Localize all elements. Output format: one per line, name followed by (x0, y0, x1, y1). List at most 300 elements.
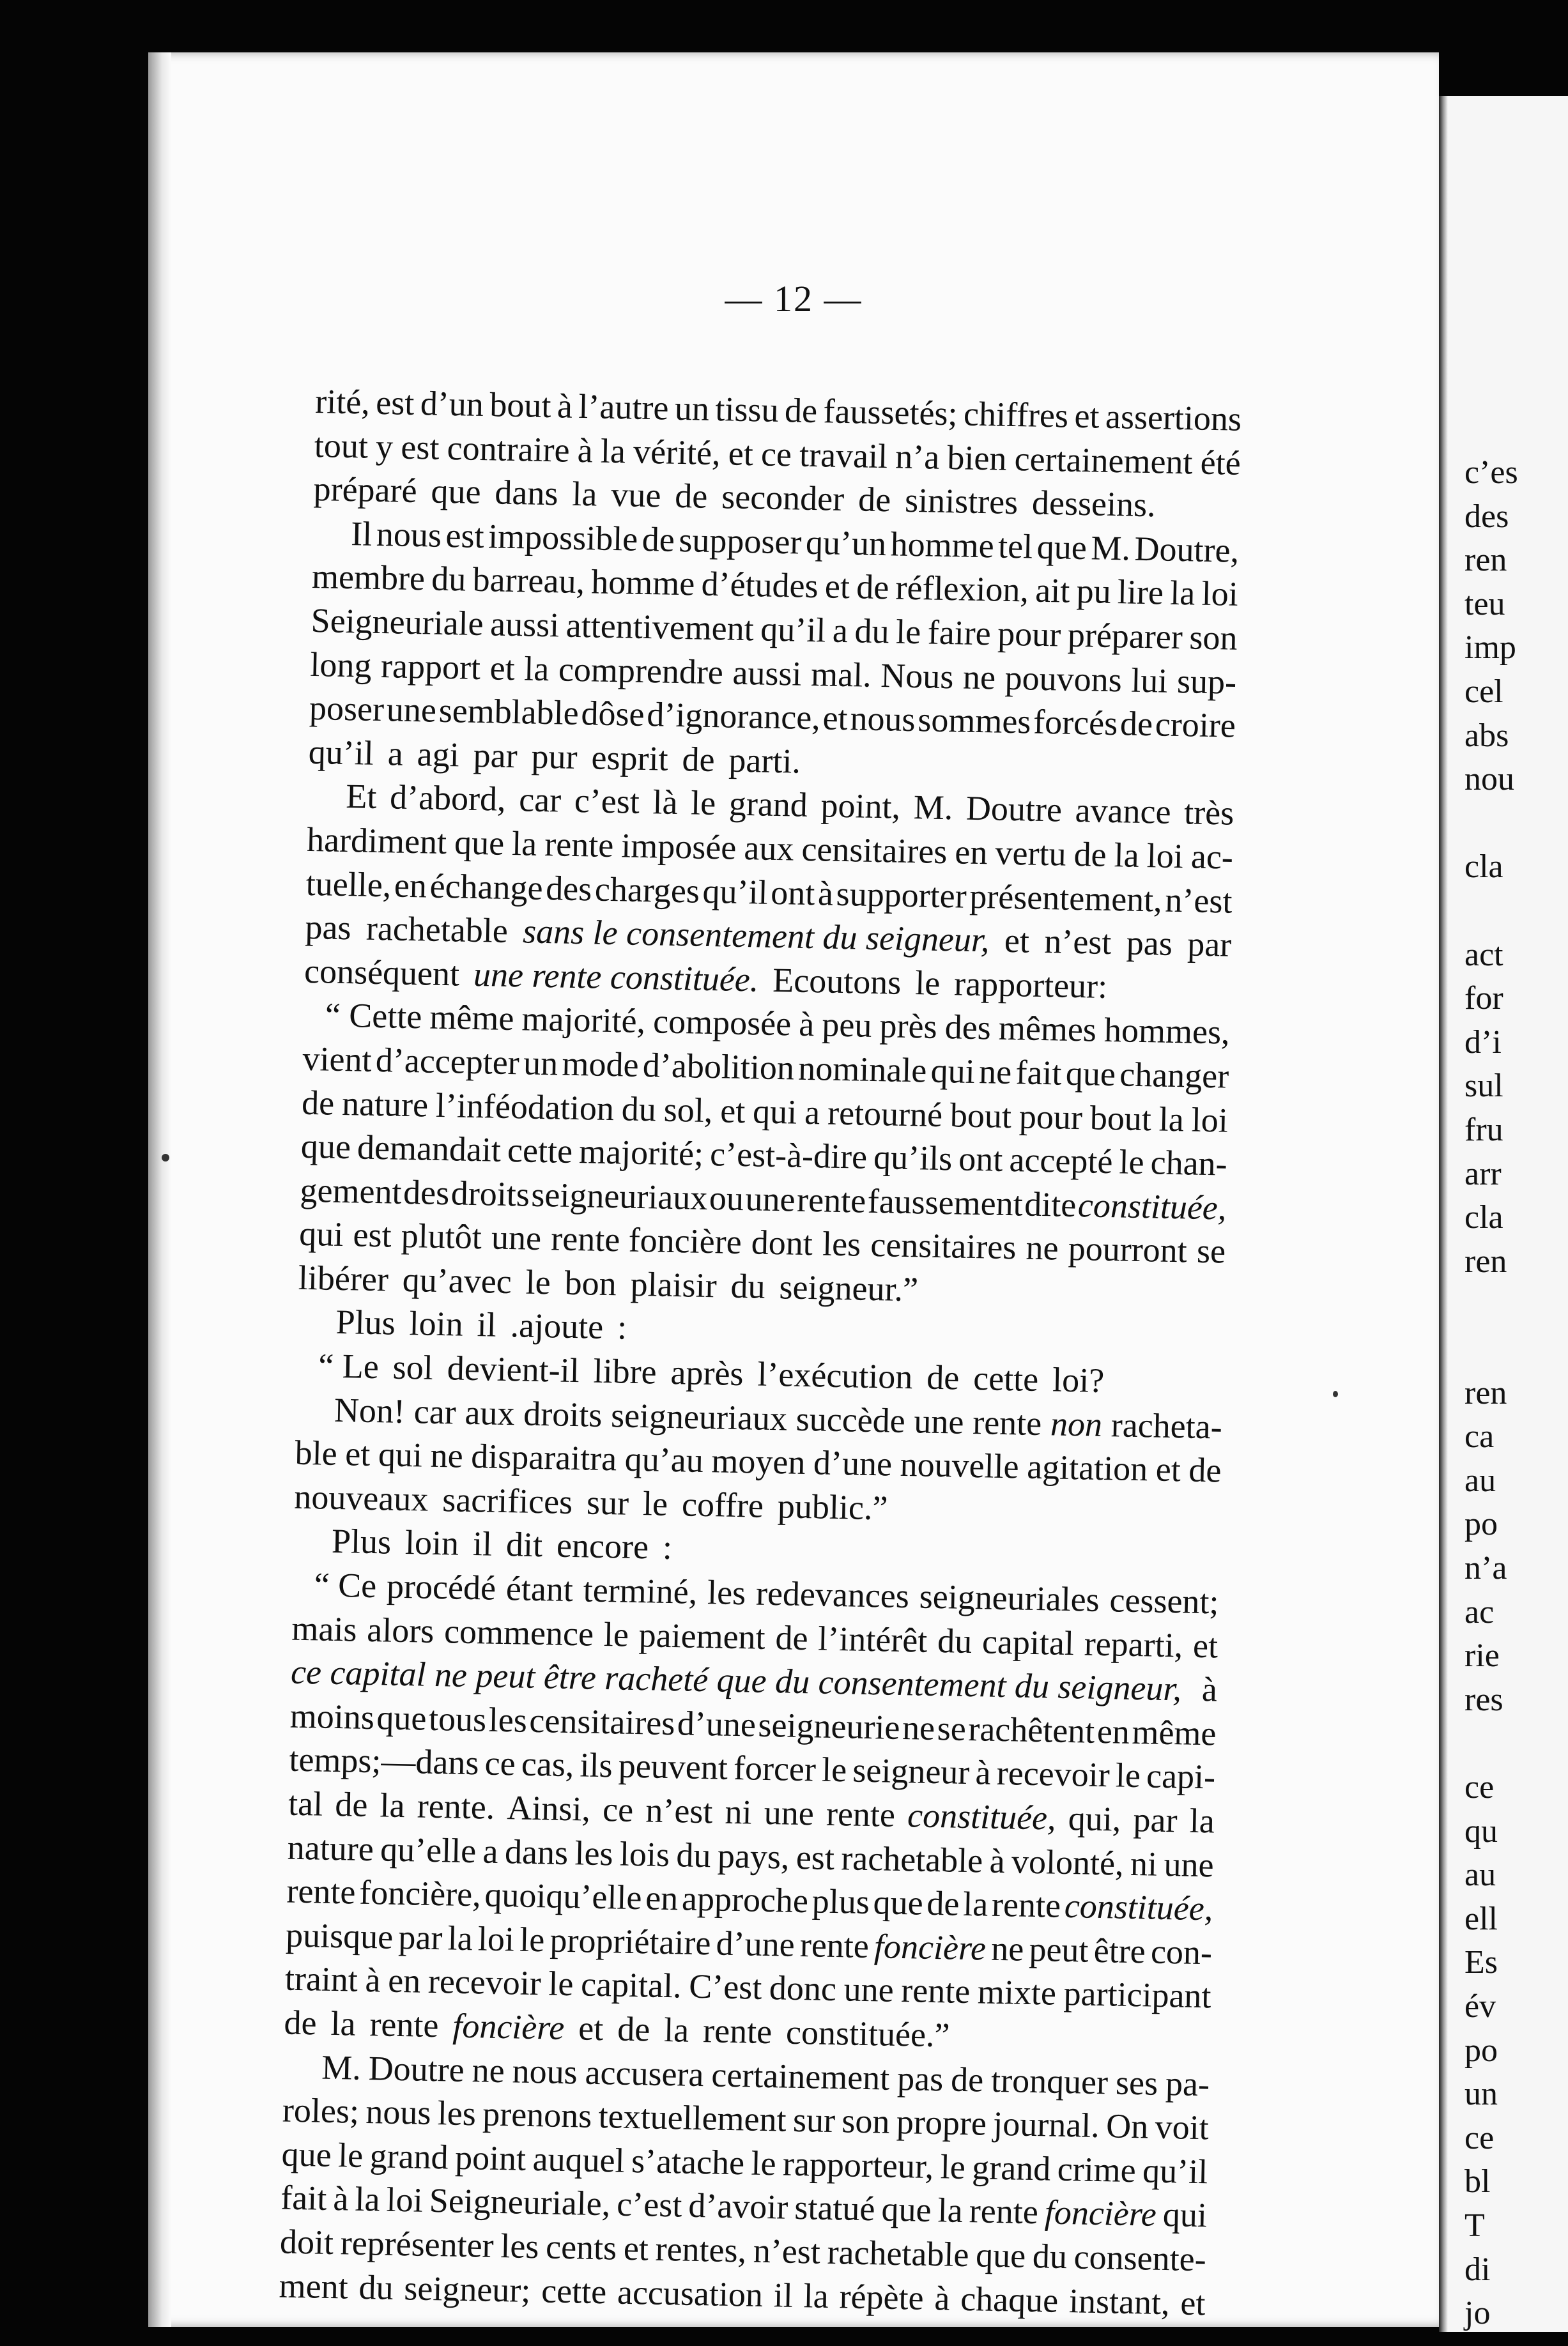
word: représenter (340, 2223, 495, 2265)
word: le (337, 2135, 364, 2175)
word: ne (430, 1436, 464, 1475)
word: propriétaire (550, 1920, 711, 1963)
facing-page-fragment: un (1464, 2076, 1498, 2113)
word: plaisir (630, 1264, 718, 1305)
word: que (1065, 1054, 1116, 1094)
word: tal (288, 1784, 323, 1823)
word: et (719, 1091, 746, 1130)
word: nouvelle (900, 1445, 1020, 1486)
word: un (674, 388, 710, 428)
word: certainement (711, 2055, 890, 2097)
word: qu’elle (380, 1829, 477, 1870)
word: du (675, 1835, 712, 1874)
word: disparaitra (470, 1437, 617, 1478)
word: point, (820, 786, 901, 827)
word: ne (978, 1052, 1012, 1092)
word: pour (997, 614, 1061, 654)
word: du (1032, 2237, 1068, 2276)
word: bon (564, 1263, 617, 1303)
word: nous (849, 699, 916, 739)
word: barreau, (472, 560, 585, 601)
word: seigneuriales (919, 1577, 1100, 1619)
word: d’études (701, 565, 819, 606)
word: le (690, 783, 716, 823)
word: le (914, 963, 941, 1002)
word: sinistres (904, 480, 1018, 522)
word: rente (796, 1180, 866, 1220)
word: répète (839, 2276, 925, 2317)
word: demandait (357, 1128, 502, 1169)
word: imposée (620, 826, 737, 867)
word: semblable (438, 691, 580, 733)
word: les (488, 1700, 528, 1740)
word: mixte (977, 1972, 1057, 2013)
word: non (1050, 1404, 1103, 1444)
word: seigneurie (758, 1705, 901, 1747)
word: à (817, 873, 834, 913)
word: bien (946, 438, 1008, 478)
word: C’est (688, 1967, 762, 2007)
word: c’est (574, 781, 640, 822)
word: loi (477, 1919, 515, 1959)
word: Doutre (368, 2048, 465, 2089)
word: les (574, 1833, 614, 1873)
word: dit (505, 1525, 543, 1565)
word: mal. (810, 654, 872, 694)
word: la (355, 2180, 381, 2219)
word: approche (681, 1879, 809, 1920)
word: accusera (585, 2053, 705, 2094)
word: fait (1015, 1053, 1063, 1092)
word: cette (972, 1359, 1039, 1399)
word: propre (896, 2103, 987, 2143)
word: du (358, 2267, 394, 2307)
word: temps;—dans (288, 1740, 480, 1782)
word: la (523, 648, 550, 688)
word: seigneur.” (779, 1268, 919, 1309)
word: seconder (721, 477, 845, 519)
word: pas (1126, 923, 1173, 963)
word: une (913, 1401, 965, 1441)
word: chaque (960, 2279, 1059, 2320)
word: libérer (298, 1258, 389, 1299)
word: même (429, 997, 515, 1038)
word: tous (428, 1699, 487, 1739)
word: qu’avec (402, 1260, 512, 1301)
word: loi (1191, 1100, 1229, 1140)
word: une (491, 1218, 542, 1258)
word: les (707, 1573, 746, 1613)
word: présentement, (969, 877, 1163, 919)
word: capital. (580, 1965, 682, 2005)
word: d’une (813, 1443, 893, 1483)
word: il (472, 1524, 493, 1564)
word: car (518, 780, 562, 820)
word: plus (811, 1882, 870, 1922)
word: le (548, 1964, 574, 2004)
word: ne (902, 1708, 935, 1747)
word: volonté, (1011, 1841, 1125, 1883)
word: censitaires (528, 1701, 675, 1742)
word: loin (409, 1304, 464, 1344)
word: doit (279, 2222, 334, 2262)
word: et (824, 567, 850, 606)
word: redevances (755, 1574, 910, 1616)
word: cette (507, 1131, 573, 1171)
word: “ Ce (314, 1565, 377, 1606)
facing-page-fragment: nou (1464, 761, 1514, 798)
word: roles; (282, 2090, 360, 2131)
word: la (511, 824, 537, 863)
facing-page-fragment: abs (1464, 717, 1509, 754)
word: donc (769, 1968, 837, 2009)
word: grand (369, 2136, 449, 2177)
word: retourné (827, 1093, 943, 1134)
word: pas (896, 2058, 944, 2098)
word: dans (504, 1832, 569, 1872)
word: avance (1075, 791, 1172, 832)
word: loin (404, 1523, 459, 1563)
word: gement (300, 1170, 403, 1211)
word: foncière (452, 2006, 565, 2047)
word: paiement (638, 1615, 766, 1657)
word: la (1169, 574, 1195, 613)
word: bout (1089, 1098, 1152, 1138)
word: capital (981, 1622, 1075, 1662)
word: “ Le (318, 1346, 380, 1386)
word: tuelle, (305, 864, 392, 904)
word: étant (505, 1569, 574, 1609)
word: une (745, 1179, 796, 1219)
word: qu’il (760, 610, 826, 650)
word: d’accepter (375, 1040, 520, 1082)
word: de (856, 567, 889, 607)
word: être (1093, 1931, 1146, 1971)
facing-page-fragment: po (1464, 1506, 1498, 1543)
word: sur (792, 2101, 836, 2140)
word: conséquent (304, 951, 460, 993)
word: n’est (1043, 922, 1112, 962)
word: Plus (331, 1522, 392, 1562)
word: consente- (1073, 2237, 1207, 2279)
word: les (437, 2094, 477, 2133)
word: Seigneuriale (311, 601, 484, 643)
word: cette (541, 2271, 607, 2311)
word: le (821, 1751, 847, 1790)
word: contraire (447, 428, 571, 470)
word: nous (512, 2051, 578, 2091)
facing-page-fragment: ce (1464, 1769, 1495, 1805)
word: chan- (1150, 1143, 1228, 1183)
word: puisque (285, 1915, 394, 1956)
word: est (796, 1837, 835, 1877)
word: rente (369, 2005, 440, 2045)
word: le (603, 1614, 629, 1654)
word: a (804, 1092, 820, 1131)
word: et (1004, 921, 1030, 960)
word: aussi (732, 653, 803, 693)
word: et (578, 2009, 604, 2048)
word: ils (580, 1745, 613, 1785)
word: constituée, (907, 1796, 1057, 1837)
word: le (1118, 1142, 1145, 1182)
word: constituée, (1064, 1887, 1213, 1928)
word: hommes, (1103, 1011, 1231, 1052)
word: ont (770, 873, 815, 912)
word: de (1119, 704, 1153, 744)
word: reparti, (1084, 1624, 1183, 1665)
word: et (1192, 1626, 1218, 1666)
word: crime (1057, 2149, 1137, 2189)
word: prenons (482, 2094, 592, 2135)
word: Et (345, 777, 378, 816)
facing-page-fragment: arr (1464, 1155, 1502, 1192)
word: alors (366, 1610, 434, 1650)
facing-page-fragment: teu (1464, 585, 1505, 622)
word: à (1201, 1670, 1218, 1709)
word: c’est (616, 2184, 682, 2225)
word: tronquer (990, 2060, 1109, 2101)
word: le (940, 2147, 966, 2186)
facing-page-fragment: act (1464, 936, 1503, 973)
word: à (557, 387, 573, 425)
word: il (477, 1305, 497, 1345)
word: Seigneuriale, (429, 2181, 611, 2223)
word: qui (1162, 2195, 1208, 2235)
ink-speck (162, 1154, 169, 1162)
word: rente (702, 2011, 772, 2051)
word: charges (594, 870, 700, 910)
word: est (400, 427, 440, 467)
word: d’abolition (642, 1045, 795, 1087)
word: supporter (836, 874, 967, 916)
word: peut (1028, 1929, 1089, 1970)
word: son (1188, 618, 1238, 657)
word: foncière, (358, 1873, 482, 1914)
word: l’inféodation (435, 1085, 615, 1128)
word: .ajoute (510, 1306, 604, 1347)
word: près (879, 1006, 938, 1046)
word: le (525, 1262, 551, 1302)
word: une (764, 1793, 815, 1833)
word: de (301, 1083, 335, 1123)
word: dôse (581, 694, 645, 734)
word: que (376, 1698, 427, 1738)
word: rentes, (655, 2229, 747, 2270)
word: homme (890, 525, 995, 565)
word: procédé (386, 1567, 496, 1607)
word: Ecoutons (772, 960, 902, 1002)
word: rente (991, 1885, 1061, 1926)
word: vient (302, 1039, 373, 1079)
word: vue (610, 475, 661, 515)
word: sommes (917, 700, 1031, 741)
word: nominale (797, 1048, 927, 1090)
word: par (473, 735, 518, 775)
word: journal. (992, 2104, 1100, 2145)
word: aux (464, 1393, 516, 1432)
word: une (386, 690, 437, 730)
word: assertions (1105, 397, 1242, 438)
word: homme (590, 562, 695, 603)
word: de (682, 739, 716, 779)
word: vertu (995, 833, 1067, 873)
word: ce capital ne peut être racheté que du consentement du seigneur, (290, 1652, 1182, 1708)
word: le (895, 612, 921, 652)
word: Ainsi, (506, 1788, 591, 1828)
word: très (1183, 793, 1234, 833)
word: rente (286, 1871, 357, 1912)
word: n’est (645, 1791, 713, 1831)
word: faire (927, 613, 992, 653)
word: ble (295, 1433, 338, 1473)
word: Nous (880, 656, 954, 696)
word: encore (556, 1526, 649, 1567)
body-text (279, 379, 1242, 2325)
word: “ Cette (325, 995, 422, 1036)
word: rente (900, 1971, 971, 2011)
word: par (397, 1917, 443, 1958)
word: grand (971, 2147, 1051, 2188)
word: et (822, 698, 849, 738)
word: succède (796, 1399, 906, 1440)
word: esprit (591, 738, 669, 778)
word: et (344, 1434, 371, 1474)
word: recevoir (996, 1754, 1111, 1795)
word: en (1096, 1712, 1130, 1751)
word: peu (821, 1005, 873, 1045)
word: de (926, 1358, 960, 1397)
word: de (334, 1785, 368, 1824)
word: échange (429, 866, 544, 907)
word: M. (1090, 528, 1131, 568)
word: qu’il (702, 871, 769, 912)
word: dans (494, 473, 559, 513)
word: ne (1026, 1228, 1059, 1268)
word: préparé (313, 470, 418, 510)
word: qui (378, 1435, 423, 1475)
word: en (387, 1961, 421, 2000)
word: la (571, 474, 598, 514)
word: d’une (677, 1704, 757, 1744)
word: constituée.” (785, 2012, 951, 2055)
word: les (822, 1224, 861, 1264)
word: a (832, 611, 849, 650)
page-fold (1439, 96, 1448, 2332)
word: à (365, 1961, 381, 2000)
word: rachêtent (967, 1709, 1095, 1751)
word: qu’un (805, 523, 887, 563)
word: pur (531, 737, 578, 776)
facing-page-fragment: ren (1464, 1243, 1507, 1280)
word: accepté (1008, 1140, 1113, 1181)
word: sans le consentement du seigneur, (522, 912, 990, 960)
word: préparer (1067, 615, 1183, 657)
word: que (300, 1126, 351, 1167)
word: une rente constituée. (473, 954, 759, 999)
facing-page-fragment: d’i (1464, 1023, 1502, 1061)
word: à (332, 2179, 350, 2218)
word: ce (760, 434, 792, 473)
word: que (281, 2135, 332, 2174)
word: son (841, 2101, 891, 2141)
facing-page-fragment: res (1464, 1681, 1503, 1718)
word: rente. (417, 1786, 495, 1827)
word: en (645, 1878, 679, 1918)
word: foncière (873, 1927, 987, 1968)
word: à (975, 1753, 992, 1793)
word: rité, (314, 381, 371, 422)
word: ait (1034, 571, 1070, 611)
facing-page-fragment: n’a (1464, 1550, 1507, 1586)
word: du (854, 611, 890, 651)
word: de (617, 2009, 650, 2049)
word: que (1036, 527, 1088, 567)
word: pa- (1165, 2064, 1210, 2103)
facing-page-fragment: rie (1464, 1637, 1500, 1675)
word: pu (1076, 572, 1112, 611)
word: impossible (488, 517, 638, 558)
word: ne (962, 657, 996, 697)
word: de (284, 2003, 318, 2043)
word: c’est-à-dire (709, 1135, 868, 1176)
word: majorité; (578, 1132, 704, 1173)
word: la (447, 1919, 473, 1958)
word: se (1196, 1232, 1226, 1271)
word: rente foncière (550, 1219, 742, 1262)
word: s’atache (631, 2141, 745, 2182)
word: la (803, 2276, 829, 2315)
word: de (774, 1618, 809, 1657)
word: ont (958, 1139, 1003, 1179)
word: rente (544, 824, 614, 865)
word: seigneur; (403, 2268, 531, 2310)
word: rente (969, 2191, 1039, 2232)
word: est (375, 383, 415, 422)
facing-page-fragment: ren (1464, 1374, 1507, 1411)
word: ac- (1190, 837, 1234, 877)
word: rapport (380, 646, 481, 687)
word: nous (365, 2092, 431, 2133)
word: tissu (714, 390, 780, 429)
word: faussetés; (823, 392, 958, 433)
word: agitation (1026, 1447, 1148, 1489)
word: con- (1150, 1932, 1213, 1972)
word: lois (619, 1834, 670, 1874)
word: bout (949, 1095, 1012, 1135)
word: mais (291, 1609, 358, 1649)
word: tout (314, 425, 369, 466)
word: l’autre (578, 387, 669, 427)
word: cessent; (1109, 1581, 1220, 1621)
word: dont (751, 1223, 813, 1263)
word: M. (321, 2048, 362, 2087)
word: Il (350, 514, 373, 553)
word: changer (1119, 1055, 1229, 1096)
book-page (148, 52, 1439, 2327)
word: cents (545, 2227, 617, 2267)
word: ne (472, 2050, 505, 2090)
word: capi- (1146, 1756, 1216, 1797)
facing-page-fragment: cla (1464, 848, 1503, 885)
facing-page-fragment: Es (1464, 1944, 1498, 1981)
word: composée (652, 1002, 792, 1043)
word: loi (386, 2180, 424, 2220)
word: de (642, 519, 675, 559)
word: il (773, 2275, 794, 2315)
word: lui (1130, 661, 1168, 700)
word: tel (997, 526, 1033, 566)
